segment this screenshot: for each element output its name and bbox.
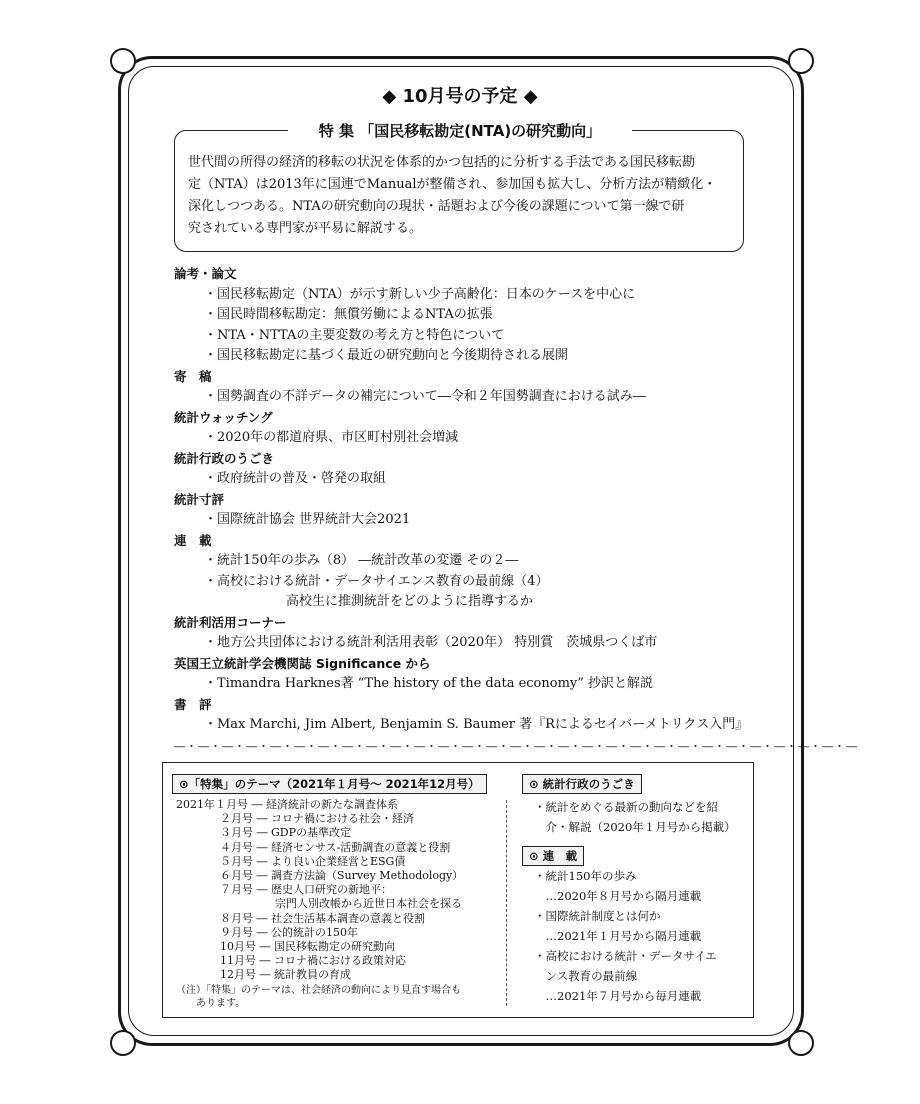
feature-line: 究されている専門家が平易に解説する。 [188,221,423,236]
theme-row: ４月号 ― 経済センサス‐活動調査の意義と役割 [176,840,451,854]
note-line: （注）「特集」のテーマは、社会経済の動向により見直す場合も [176,985,461,997]
admin-line: ・統計をめぐる最新の動向などを紹 [534,800,718,814]
corner-ornament-top-left [110,48,136,74]
article-item: ・地方公共団体における統計利活用表彰（2020年） 特別賞 茨城県つくば市 [204,635,658,650]
section-heading: 書 評 [174,696,212,712]
themes-tag: ⊙「特集」のテーマ（2021年１月号～ 2021年12月号） [172,774,487,794]
theme-row: 2021年１月号 ― 経済統計の新たな調査体系 [176,798,398,811]
feature-line: 世代間の所得の経済的移転の状況を体系的かつ包括的に分析する手法である国民移転勘 [188,155,696,170]
theme-row: 宗門人別改帳から近世日本社会を探る [176,897,462,911]
article-item: ・NTA・NTTAの主要変数の考え方と特色について [204,327,505,343]
admin-section [534,797,749,837]
column-separator [506,800,507,1006]
article-item: ・国民移転勘定（NTA）が示す新しい少子高齢化：日本のケースを中心に [204,286,636,302]
series-line: ・高校における統計・データサイエ [534,949,717,963]
theme-row: 10月号 ― 国民移転勘定の研究動向 [176,939,395,953]
theme-row: 12月号 ― 統計教員の育成 [176,968,351,982]
section-heading: 統計寸評 [174,491,225,507]
series-line: …2020年８月号から隔月連載 [534,889,702,903]
theme-row: ３月号 ― GDPの基準改定 [176,826,352,840]
themes-list [176,798,506,1010]
article-item: ・国民時間移転勘定：無償労働によるNTAの拡張 [204,307,493,322]
feature-line: 深化しつつある。NTAの研究動向の現状・話題および今後の課題について第一線で研 [188,199,685,214]
corner-ornament-bottom-left [110,1030,136,1056]
series-line: ・国際統計制度とは何か [534,909,661,923]
admin-line: 介・解説（2020年１月号から掲載） [534,820,736,834]
section-heading: 統計ウォッチング [174,409,273,425]
theme-row: 11月号 ― コロナ禍における政策対応 [176,954,406,968]
series-line: ・統計150年の歩み [534,869,637,883]
article-item: ・Max Marchi, Jim Albert, Benjamin S. Baumer 著『Rによるセイバーメトリクス入門』 [204,717,749,732]
corner-ornament-top-right [788,48,814,74]
series-line: …2021年１月号から隔月連載 [534,929,702,943]
feature-line: 定（NTA）は2013年に国連でManualが整備され、参加国も拡大し、分析方法が精緻化・ [188,177,717,192]
dashed-divider: ―・―・―・―・―・―・―・―・―・―・―・―・―・―・―・―・―・―・―・―・―・―・―・―・―・―・―・―・― [174,740,858,753]
article-item: 高校生に推測統計をどのように指導するか [286,594,534,609]
article-item: ・2020年の都道府県、市区町村別社会増減 [204,430,459,445]
article-item: ・Timandra Harknes著 “The history of the data economy” 抄訳と解説 [204,676,654,691]
article-item: ・政府統計の普及・啓発の取組 [204,471,387,486]
section-heading: 論考・論文 [174,266,237,281]
theme-row: ９月号 ― 公的統計の150年 [176,925,358,939]
section-heading: 寄 稿 [174,368,212,384]
admin-tag: ⊙ 統計行政のうごき [522,774,642,794]
themes-note [176,984,506,1010]
corner-ornament-bottom-right [788,1030,814,1056]
article-item: ・高校における統計・データサイエンス教育の最前線（4） [204,573,549,589]
feature-heading: 特 集 「国民移転勘定(NTA)の研究動向」 [288,118,632,144]
theme-row: ７月号 ― 歴史人口研究の新地平： [176,883,392,897]
page-title: ◆ 10月号の予定 ◆ [382,86,538,107]
feature-description [188,152,736,240]
series-line: ンス教育の最前線 [534,969,638,983]
table-of-contents [174,264,764,736]
section-heading: 連 載 [174,532,212,548]
series-tag: ⊙ 連 載 [522,846,584,866]
article-item: ・国勢調査の不詳データの補完について―令和２年国勢調査における試み― [204,389,646,404]
theme-row: ６月号 ― 調査方法論（Survey Methodology） [176,868,464,882]
note-line: あります。 [176,998,246,1010]
theme-row: ８月号 ― 社会生活基本調査の意義と役割 [176,911,425,925]
theme-row: ５月号 ― より良い企業経営とESG債 [176,854,406,868]
section-heading: 英国王立統計学会機関誌 Significance から [174,655,431,671]
section-heading: 統計利活用コーナー [174,614,287,630]
article-item: ・国際統計協会 世界統計大会2021 [204,512,411,527]
article-item: ・統計150年の歩み（8） ―統計改革の変遷 その２― [204,553,519,568]
theme-row: ２月号 ― コロナ禍における社会・経済 [176,812,414,826]
section-heading: 統計行政のうごき [174,450,275,466]
series-section [534,866,749,1006]
article-item: ・国民移転勘定に基づく最近の研究動向と今後期待される展開 [204,348,569,363]
series-line: …2021年７月号から毎月連載 [534,989,702,1003]
